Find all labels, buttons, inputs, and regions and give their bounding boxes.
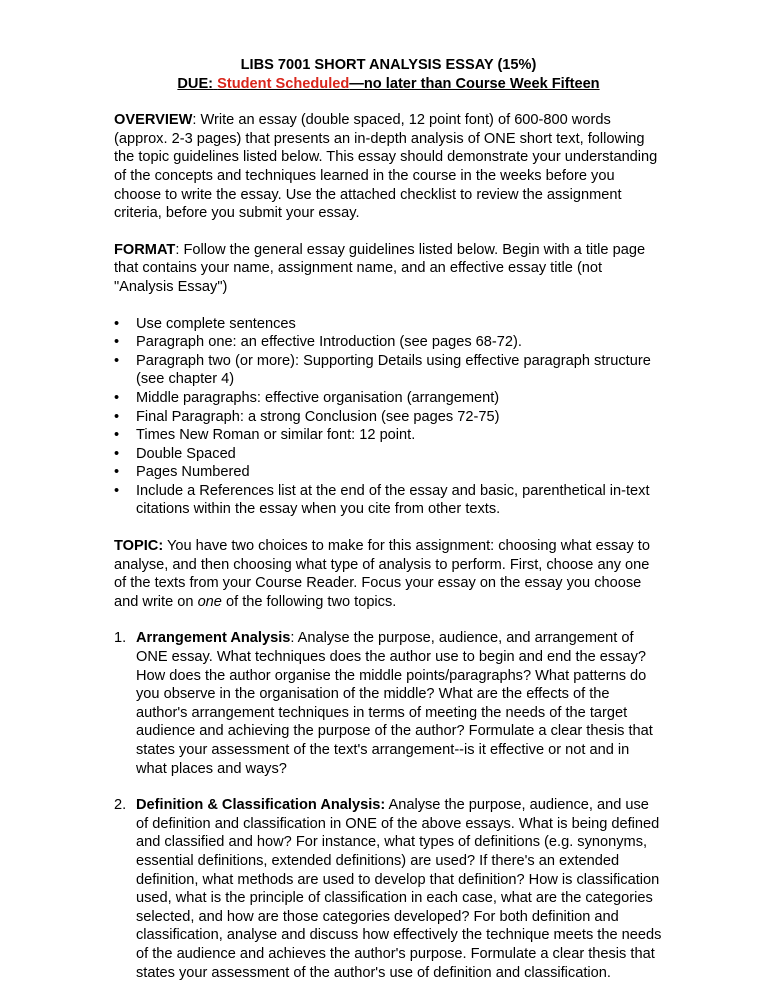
list-item: • Middle paragraphs: effective organisation (arrangement) <box>114 389 500 406</box>
bullet-icon: • <box>114 464 120 481</box>
list-item: • Times New Roman or similar font: 12 point. <box>114 427 416 444</box>
topic-heading: Arrangement Analysis <box>136 630 291 647</box>
bullet-icon: • <box>114 389 120 406</box>
topic-text: Analyse the purpose, audience, and use of definition and classification in ONE of the above essays. What is being defined and classified and how? For instance, what types of definitions (e.g. synonyms, essential definitions, extended definitions) are used? If there's an extended definition, what methods are used to develop that definition? How is classification used, what is the principle of classification in each case, what are the categories selected, and how are those categories developed? For both definition and classification, analyse and discuss how effectively the technique meets the needs of the audience and achieves the author's purpose. Formulate a clear thesis that states your assessment of the author's use of definition and classification. <box>136 797 662 981</box>
list-item: • Paragraph two (or more): Supporting Details using effective paragraph structure (see chapter 4) <box>114 352 651 388</box>
topic-heading: Definition & Classification Analysis: <box>136 797 386 814</box>
page-title: LIBS 7001 SHORT ANALYSIS ESSAY (15%) <box>240 57 537 73</box>
list-item: • Final Paragraph: a strong Conclusion (see pages 72-75) <box>114 408 500 425</box>
format-bullet-list <box>114 315 663 520</box>
topic-number: 1. <box>114 630 127 647</box>
bullet-icon: • <box>114 482 120 499</box>
due-line <box>114 75 663 94</box>
bullet-icon: • <box>114 334 120 351</box>
due-label: DUE: <box>177 75 214 92</box>
due-rest: —no later than Course Week Fifteen <box>349 75 600 92</box>
topic-option-arrangement <box>114 629 663 778</box>
list-item: • Use complete sentences <box>114 315 296 332</box>
overview-paragraph <box>114 111 663 223</box>
topic-option-definition-classification <box>114 796 663 982</box>
overview-label: OVERVIEW <box>114 112 193 129</box>
bullet-icon: • <box>114 315 120 332</box>
due-highlight: Student Scheduled <box>217 75 350 92</box>
bullet-icon: • <box>114 408 120 425</box>
bullet-icon: • <box>114 427 120 444</box>
bullet-icon: • <box>114 445 120 462</box>
overview-text: : Write an essay (double spaced, 12 point font) of 600-800 words (approx. 2-3 pages) that presents an in-depth analysis of ONE short text, following the topic guidelines listed below. This essay should demonstrate your understanding of the concepts and techniques learned in the course in the weeks before you choose to write the essay. Use the attached checklist to review the assignment criteria, before you submit your essay. <box>114 112 658 222</box>
list-item: • Double Spaced <box>114 445 236 462</box>
topic-label: TOPIC: <box>114 538 164 555</box>
format-text: : Follow the general essay guidelines listed below. Begin with a title page that contains your name, assignment name, and an effective essay title (not "Analysis Essay") <box>114 241 646 295</box>
list-item: • Paragraph one: an effective Introduction (see pages 68-72). <box>114 334 522 351</box>
topic-number: 2. <box>114 797 127 814</box>
topic-text: : Analyse the purpose, audience, and arrangement of ONE essay. What techniques does the author use to begin and end the essay? How does the author organise the middle points/paragraphs? What patterns do you observe in the organisation of the middle? What are the effects of the author's arrangement techniques in terms of meeting the needs of the target audience and achieving the purpose of the author? Formulate a clear thesis that states your assessment of the text's arrangement--is it effective or not and in what places and ways? <box>136 630 653 777</box>
topic-paragraph: TOPIC: You have two choices to make for this assignment: choosing what essay to analyse, and then choosing what type of analysis to perform. First, choose any one of the texts from your Course Reader. Focus your essay on the essay you choose and write on one of the following two topics. <box>114 538 650 610</box>
document-header <box>114 56 663 93</box>
bullet-icon: • <box>114 352 120 369</box>
topic-emphasis: one <box>197 593 222 610</box>
list-item: • Include a References list at the end of the essay and basic, parenthetical in-text citations within the essay when you cite from other texts. <box>114 482 650 518</box>
list-item: • Pages Numbered <box>114 464 250 481</box>
format-label: FORMAT <box>114 241 176 258</box>
format-paragraph <box>114 241 663 297</box>
topic-options-list <box>114 629 663 982</box>
